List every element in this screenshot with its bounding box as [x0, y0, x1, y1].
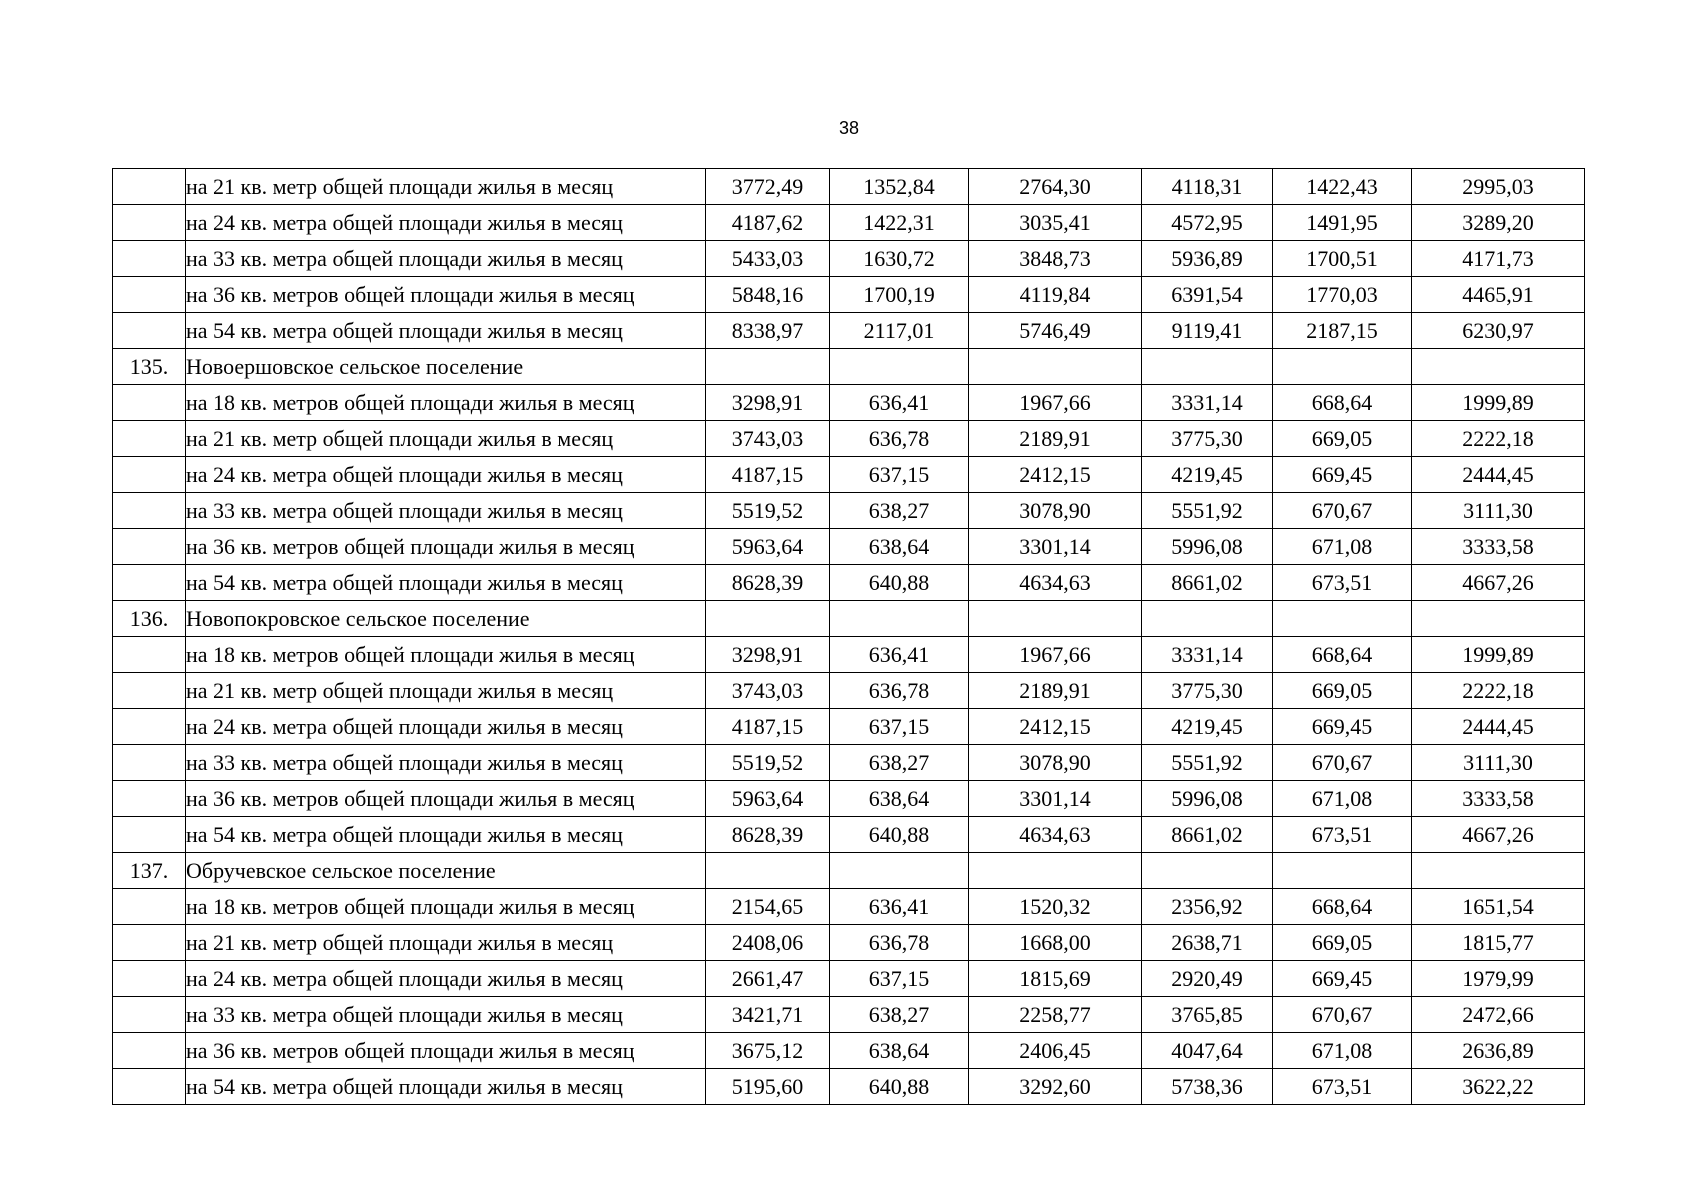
row-number-cell — [113, 421, 186, 457]
row-label-cell: на 24 кв. метра общей площади жилья в месяц — [186, 457, 706, 493]
row-label-cell: на 21 кв. метр общей площади жилья в месяц — [186, 169, 706, 205]
table-row — [113, 313, 1585, 349]
table-row — [113, 853, 1585, 889]
row-number-cell — [113, 1069, 186, 1105]
value-cell-col-2: 640,88 — [830, 817, 969, 853]
value-cell-col-6: 6230,97 — [1412, 313, 1585, 349]
row-number-cell — [113, 781, 186, 817]
value-cell-col-3: 3078,90 — [969, 493, 1142, 529]
value-cell-col-1: 8628,39 — [706, 565, 830, 601]
value-cell-col-2 — [830, 349, 969, 385]
value-cell-col-1: 5519,52 — [706, 745, 830, 781]
row-label-cell: на 54 кв. метра общей площади жилья в месяц — [186, 565, 706, 601]
table-row — [113, 637, 1585, 673]
row-number-cell — [113, 565, 186, 601]
value-cell-col-4: 4219,45 — [1142, 457, 1273, 493]
value-cell-col-4: 3331,14 — [1142, 637, 1273, 673]
value-cell-col-2: 1700,19 — [830, 277, 969, 313]
value-cell-col-5: 671,08 — [1273, 1033, 1412, 1069]
row-number-cell — [113, 889, 186, 925]
value-cell-col-1: 3421,71 — [706, 997, 830, 1033]
row-number-cell — [113, 817, 186, 853]
value-cell-col-3: 2189,91 — [969, 673, 1142, 709]
value-cell-col-1: 8338,97 — [706, 313, 830, 349]
value-cell-col-1 — [706, 349, 830, 385]
value-cell-col-3: 2412,15 — [969, 457, 1142, 493]
value-cell-col-5: 669,05 — [1273, 421, 1412, 457]
value-cell-col-2: 638,64 — [830, 781, 969, 817]
table-row — [113, 277, 1585, 313]
value-cell-col-1: 5963,64 — [706, 529, 830, 565]
row-label-cell: Новопокровское сельское поселение — [186, 601, 706, 637]
value-cell-col-5 — [1273, 349, 1412, 385]
row-number-cell — [113, 1033, 186, 1069]
row-number-cell: 135. — [113, 349, 186, 385]
value-cell-col-1: 2408,06 — [706, 925, 830, 961]
value-cell-col-6: 2222,18 — [1412, 673, 1585, 709]
value-cell-col-4: 2920,49 — [1142, 961, 1273, 997]
value-cell-col-6 — [1412, 853, 1585, 889]
table-row — [113, 1033, 1585, 1069]
value-cell-col-1: 3743,03 — [706, 421, 830, 457]
table-row — [113, 205, 1585, 241]
value-cell-col-3: 3035,41 — [969, 205, 1142, 241]
value-cell-col-1: 5519,52 — [706, 493, 830, 529]
value-cell-col-3: 2189,91 — [969, 421, 1142, 457]
value-cell-col-6: 4667,26 — [1412, 565, 1585, 601]
value-cell-col-3: 3301,14 — [969, 529, 1142, 565]
row-number-cell: 136. — [113, 601, 186, 637]
value-cell-col-1: 3743,03 — [706, 673, 830, 709]
value-cell-col-3: 5746,49 — [969, 313, 1142, 349]
value-cell-col-6: 1815,77 — [1412, 925, 1585, 961]
value-cell-col-4: 5936,89 — [1142, 241, 1273, 277]
row-label-cell: на 33 кв. метра общей площади жилья в месяц — [186, 745, 706, 781]
value-cell-col-2 — [830, 601, 969, 637]
value-cell-col-2: 2117,01 — [830, 313, 969, 349]
row-label-cell: на 54 кв. метра общей площади жилья в месяц — [186, 313, 706, 349]
value-cell-col-2: 638,64 — [830, 529, 969, 565]
value-cell-col-1: 5195,60 — [706, 1069, 830, 1105]
value-cell-col-2 — [830, 853, 969, 889]
value-cell-col-5: 671,08 — [1273, 781, 1412, 817]
value-cell-col-4: 4219,45 — [1142, 709, 1273, 745]
value-cell-col-5 — [1273, 853, 1412, 889]
row-number-cell — [113, 205, 186, 241]
value-cell-col-2: 640,88 — [830, 565, 969, 601]
value-cell-col-5: 669,45 — [1273, 457, 1412, 493]
row-number-cell — [113, 961, 186, 997]
value-cell-col-6: 2444,45 — [1412, 709, 1585, 745]
value-cell-col-3: 4634,63 — [969, 817, 1142, 853]
table-row — [113, 565, 1585, 601]
value-cell-col-2: 636,41 — [830, 637, 969, 673]
value-cell-col-3: 1967,66 — [969, 637, 1142, 673]
value-cell-col-3: 2764,30 — [969, 169, 1142, 205]
row-number-cell — [113, 529, 186, 565]
value-cell-col-1: 8628,39 — [706, 817, 830, 853]
value-cell-col-4: 9119,41 — [1142, 313, 1273, 349]
value-cell-col-1: 5963,64 — [706, 781, 830, 817]
value-cell-col-2: 638,27 — [830, 493, 969, 529]
value-cell-col-5: 673,51 — [1273, 565, 1412, 601]
value-cell-col-4: 3775,30 — [1142, 673, 1273, 709]
value-cell-col-2: 1630,72 — [830, 241, 969, 277]
value-cell-col-3: 1668,00 — [969, 925, 1142, 961]
value-cell-col-2: 640,88 — [830, 1069, 969, 1105]
value-cell-col-4: 4118,31 — [1142, 169, 1273, 205]
value-cell-col-5: 669,45 — [1273, 961, 1412, 997]
row-number-cell — [113, 673, 186, 709]
value-cell-col-3: 2406,45 — [969, 1033, 1142, 1069]
table-row — [113, 925, 1585, 961]
value-cell-col-5: 1700,51 — [1273, 241, 1412, 277]
value-cell-col-6 — [1412, 601, 1585, 637]
row-number-cell — [113, 457, 186, 493]
value-cell-col-2: 637,15 — [830, 961, 969, 997]
row-label-cell: на 54 кв. метра общей площади жилья в месяц — [186, 817, 706, 853]
value-cell-col-4: 5551,92 — [1142, 745, 1273, 781]
value-cell-col-3: 2412,15 — [969, 709, 1142, 745]
row-label-cell: на 24 кв. метра общей площади жилья в месяц — [186, 709, 706, 745]
value-cell-col-6: 3333,58 — [1412, 529, 1585, 565]
value-cell-col-5: 669,05 — [1273, 925, 1412, 961]
row-label-cell: на 36 кв. метров общей площади жилья в месяц — [186, 781, 706, 817]
value-cell-col-3: 3292,60 — [969, 1069, 1142, 1105]
value-cell-col-5: 670,67 — [1273, 997, 1412, 1033]
table-row — [113, 817, 1585, 853]
row-label-cell: на 36 кв. метров общей площади жилья в месяц — [186, 277, 706, 313]
value-cell-col-1: 3298,91 — [706, 637, 830, 673]
value-cell-col-6: 1999,89 — [1412, 385, 1585, 421]
row-label-cell: на 33 кв. метра общей площади жилья в месяц — [186, 997, 706, 1033]
value-cell-col-1 — [706, 601, 830, 637]
row-number-cell — [113, 709, 186, 745]
value-cell-col-1: 3298,91 — [706, 385, 830, 421]
value-cell-col-5: 669,05 — [1273, 673, 1412, 709]
row-label-cell: на 18 кв. метров общей площади жилья в месяц — [186, 889, 706, 925]
value-cell-col-3: 3301,14 — [969, 781, 1142, 817]
value-cell-col-4 — [1142, 349, 1273, 385]
value-cell-col-4: 5996,08 — [1142, 529, 1273, 565]
value-cell-col-6: 2444,45 — [1412, 457, 1585, 493]
row-number-cell — [113, 745, 186, 781]
value-cell-col-2: 636,78 — [830, 421, 969, 457]
table-row — [113, 457, 1585, 493]
table-body — [113, 169, 1585, 1105]
row-label-cell: Новоершовское сельское поселение — [186, 349, 706, 385]
row-label-cell: на 36 кв. метров общей площади жилья в месяц — [186, 1033, 706, 1069]
value-cell-col-5: 668,64 — [1273, 889, 1412, 925]
table-row — [113, 889, 1585, 925]
row-number-cell — [113, 313, 186, 349]
value-cell-col-4: 2638,71 — [1142, 925, 1273, 961]
value-cell-col-1: 5433,03 — [706, 241, 830, 277]
value-cell-col-2: 636,78 — [830, 673, 969, 709]
value-cell-col-1: 4187,62 — [706, 205, 830, 241]
value-cell-col-6: 4465,91 — [1412, 277, 1585, 313]
value-cell-col-4: 4047,64 — [1142, 1033, 1273, 1069]
value-cell-col-3 — [969, 601, 1142, 637]
value-cell-col-2: 638,27 — [830, 745, 969, 781]
tariff-table — [112, 168, 1585, 1105]
value-cell-col-1: 2154,65 — [706, 889, 830, 925]
value-cell-col-3: 1520,32 — [969, 889, 1142, 925]
value-cell-col-2: 637,15 — [830, 709, 969, 745]
value-cell-col-5: 673,51 — [1273, 817, 1412, 853]
value-cell-col-6: 3111,30 — [1412, 745, 1585, 781]
value-cell-col-5: 1422,43 — [1273, 169, 1412, 205]
value-cell-col-4 — [1142, 601, 1273, 637]
value-cell-col-2: 637,15 — [830, 457, 969, 493]
value-cell-col-3: 2258,77 — [969, 997, 1142, 1033]
value-cell-col-4: 5738,36 — [1142, 1069, 1273, 1105]
row-label-cell: на 24 кв. метра общей площади жилья в месяц — [186, 961, 706, 997]
value-cell-col-3: 4119,84 — [969, 277, 1142, 313]
value-cell-col-6: 1979,99 — [1412, 961, 1585, 997]
value-cell-col-6: 2636,89 — [1412, 1033, 1585, 1069]
row-number-cell — [113, 997, 186, 1033]
value-cell-col-5: 2187,15 — [1273, 313, 1412, 349]
value-cell-col-3 — [969, 349, 1142, 385]
value-cell-col-2: 636,41 — [830, 889, 969, 925]
row-label-cell: на 33 кв. метра общей площади жилья в месяц — [186, 493, 706, 529]
value-cell-col-5: 668,64 — [1273, 637, 1412, 673]
table-row — [113, 781, 1585, 817]
value-cell-col-6: 3289,20 — [1412, 205, 1585, 241]
value-cell-col-4: 4572,95 — [1142, 205, 1273, 241]
row-number-cell — [113, 241, 186, 277]
row-number-cell — [113, 277, 186, 313]
value-cell-col-1: 5848,16 — [706, 277, 830, 313]
row-label-cell: на 24 кв. метра общей площади жилья в месяц — [186, 205, 706, 241]
row-number-cell — [113, 925, 186, 961]
value-cell-col-4: 8661,02 — [1142, 565, 1273, 601]
table-row — [113, 745, 1585, 781]
value-cell-col-3: 3078,90 — [969, 745, 1142, 781]
value-cell-col-5: 673,51 — [1273, 1069, 1412, 1105]
table-row — [113, 673, 1585, 709]
row-label-cell: на 36 кв. метров общей площади жилья в месяц — [186, 529, 706, 565]
row-number-cell — [113, 169, 186, 205]
value-cell-col-4: 2356,92 — [1142, 889, 1273, 925]
row-number-cell: 137. — [113, 853, 186, 889]
value-cell-col-6: 2472,66 — [1412, 997, 1585, 1033]
table-row — [113, 1069, 1585, 1105]
table-row — [113, 529, 1585, 565]
table-row — [113, 601, 1585, 637]
value-cell-col-4: 3775,30 — [1142, 421, 1273, 457]
table-row — [113, 169, 1585, 205]
value-cell-col-5: 669,45 — [1273, 709, 1412, 745]
value-cell-col-1: 3675,12 — [706, 1033, 830, 1069]
table-row — [113, 349, 1585, 385]
value-cell-col-4: 5551,92 — [1142, 493, 1273, 529]
value-cell-col-6: 3622,22 — [1412, 1069, 1585, 1105]
page-number: 38 — [838, 118, 860, 138]
value-cell-col-2: 638,27 — [830, 997, 969, 1033]
value-cell-col-4: 3765,85 — [1142, 997, 1273, 1033]
value-cell-col-1 — [706, 853, 830, 889]
table-row — [113, 493, 1585, 529]
row-label-cell: на 54 кв. метра общей площади жилья в месяц — [186, 1069, 706, 1105]
table-row — [113, 997, 1585, 1033]
value-cell-col-2: 636,41 — [830, 385, 969, 421]
value-cell-col-2: 1352,84 — [830, 169, 969, 205]
value-cell-col-4 — [1142, 853, 1273, 889]
value-cell-col-4: 3331,14 — [1142, 385, 1273, 421]
value-cell-col-6: 4667,26 — [1412, 817, 1585, 853]
value-cell-col-4: 5996,08 — [1142, 781, 1273, 817]
value-cell-col-6: 4171,73 — [1412, 241, 1585, 277]
value-cell-col-5 — [1273, 601, 1412, 637]
value-cell-col-3 — [969, 853, 1142, 889]
value-cell-col-4: 8661,02 — [1142, 817, 1273, 853]
value-cell-col-2: 1422,31 — [830, 205, 969, 241]
value-cell-col-3: 1967,66 — [969, 385, 1142, 421]
row-label-cell: Обручевское сельское поселение — [186, 853, 706, 889]
value-cell-col-5: 668,64 — [1273, 385, 1412, 421]
value-cell-col-2: 638,64 — [830, 1033, 969, 1069]
table-row — [113, 241, 1585, 277]
table-row — [113, 709, 1585, 745]
row-label-cell: на 33 кв. метра общей площади жилья в месяц — [186, 241, 706, 277]
row-label-cell: на 21 кв. метр общей площади жилья в месяц — [186, 421, 706, 457]
value-cell-col-1: 4187,15 — [706, 457, 830, 493]
value-cell-col-5: 1491,95 — [1273, 205, 1412, 241]
value-cell-col-5: 1770,03 — [1273, 277, 1412, 313]
value-cell-col-4: 6391,54 — [1142, 277, 1273, 313]
value-cell-col-1: 2661,47 — [706, 961, 830, 997]
row-label-cell: на 18 кв. метров общей площади жилья в месяц — [186, 637, 706, 673]
value-cell-col-6: 2222,18 — [1412, 421, 1585, 457]
row-number-cell — [113, 637, 186, 673]
value-cell-col-3: 4634,63 — [969, 565, 1142, 601]
table-row — [113, 421, 1585, 457]
row-number-cell — [113, 493, 186, 529]
row-label-cell: на 18 кв. метров общей площади жилья в месяц — [186, 385, 706, 421]
value-cell-col-6: 2995,03 — [1412, 169, 1585, 205]
value-cell-col-5: 670,67 — [1273, 745, 1412, 781]
row-number-cell — [113, 385, 186, 421]
value-cell-col-1: 4187,15 — [706, 709, 830, 745]
value-cell-col-5: 671,08 — [1273, 529, 1412, 565]
value-cell-col-3: 3848,73 — [969, 241, 1142, 277]
value-cell-col-6: 1651,54 — [1412, 889, 1585, 925]
row-label-cell: на 21 кв. метр общей площади жилья в месяц — [186, 925, 706, 961]
value-cell-col-2: 636,78 — [830, 925, 969, 961]
value-cell-col-6: 1999,89 — [1412, 637, 1585, 673]
value-cell-col-3: 1815,69 — [969, 961, 1142, 997]
value-cell-col-1: 3772,49 — [706, 169, 830, 205]
value-cell-col-5: 670,67 — [1273, 493, 1412, 529]
table-row — [113, 385, 1585, 421]
value-cell-col-6: 3333,58 — [1412, 781, 1585, 817]
row-label-cell: на 21 кв. метр общей площади жилья в месяц — [186, 673, 706, 709]
value-cell-col-6: 3111,30 — [1412, 493, 1585, 529]
table-row — [113, 961, 1585, 997]
value-cell-col-6 — [1412, 349, 1585, 385]
